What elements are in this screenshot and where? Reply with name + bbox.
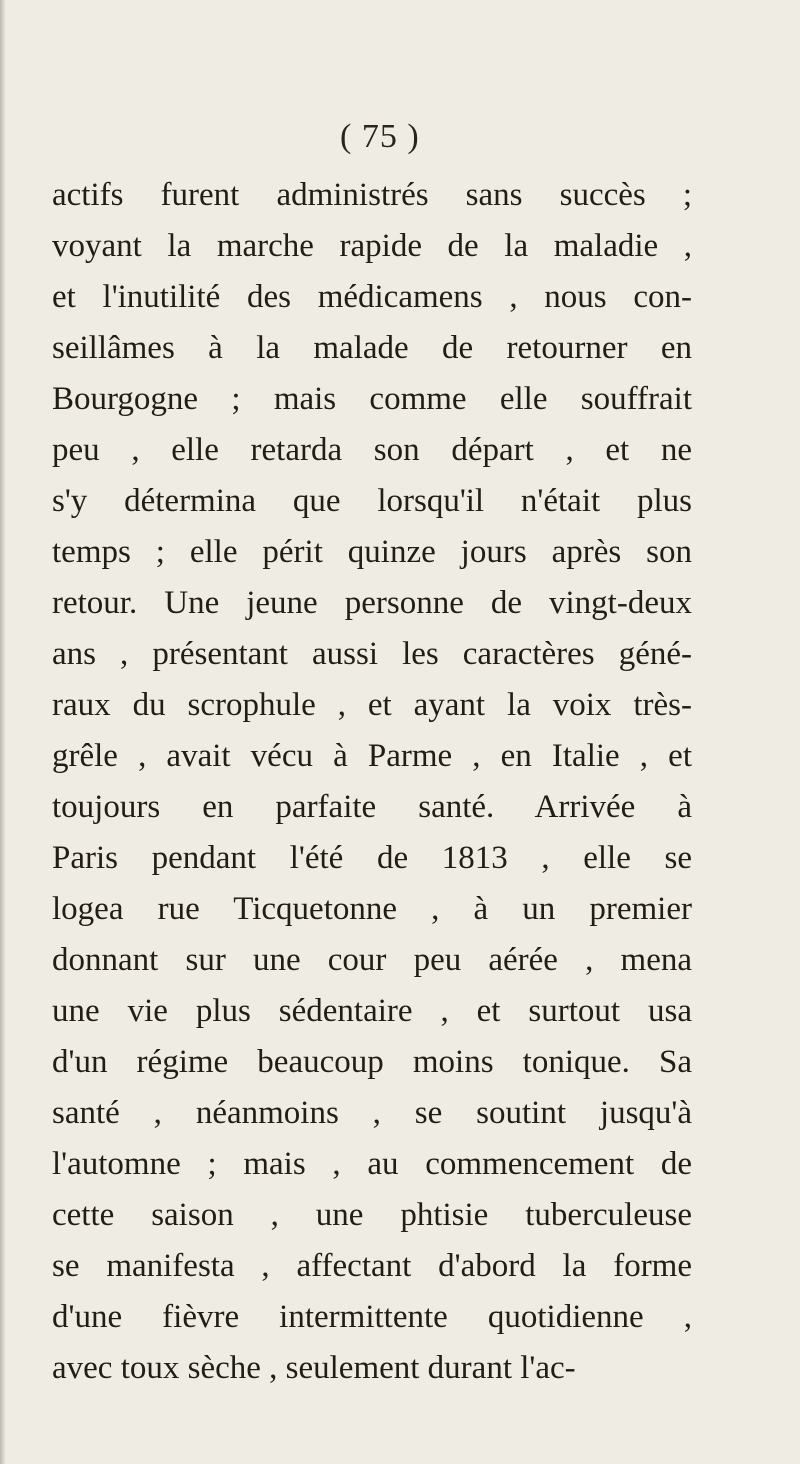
text-line: actifs furent administrés sans succès ;: [52, 177, 692, 213]
text-line: avec toux sèche , seulement durant l'ac-: [52, 1350, 576, 1386]
text-line: voyant la marche rapide de la maladie ,: [52, 228, 692, 264]
text-line: santé , néanmoins , se soutint jusqu'à: [52, 1095, 692, 1131]
body-text: [52, 170, 692, 1394]
text-line: l'automne ; mais , au commencement de: [52, 1146, 692, 1182]
text-line: d'un régime beaucoup moins tonique. Sa: [52, 1044, 692, 1080]
text-line: se manifesta , affectant d'abord la forme: [52, 1248, 692, 1284]
text-line: s'y détermina que lorsqu'il n'était plus: [52, 483, 692, 519]
text-line: Bourgogne ; mais comme elle souffrait: [52, 381, 692, 417]
text-line: seillâmes à la malade de retourner en: [52, 330, 692, 366]
text-line: d'une fièvre intermittente quotidienne ,: [52, 1299, 692, 1335]
text-line: toujours en parfaite santé. Arrivée à: [52, 789, 692, 825]
text-line: raux du scrophule , et ayant la voix très-: [52, 687, 692, 723]
text-line: peu , elle retarda son départ , et ne: [52, 432, 692, 468]
text-line: grêle , avait vécu à Parme , en Italie , et: [52, 738, 692, 774]
text-line: logea rue Ticquetonne , à un premier: [52, 891, 692, 927]
text-line: donnant sur une cour peu aérée , mena: [52, 942, 692, 978]
text-line: cette saison , une phtisie tuberculeuse: [52, 1197, 692, 1233]
text-line: et l'inutilité des médicamens , nous con-: [52, 279, 692, 315]
text-line: ans , présentant aussi les caractères géné-: [52, 636, 692, 672]
text-line: Paris pendant l'été de 1813 , elle se: [52, 840, 692, 876]
text-line: une vie plus sédentaire , et surtout usa: [52, 993, 692, 1029]
text-line: temps ; elle périt quinze jours après son: [52, 534, 692, 570]
page-gutter-shadow: [0, 0, 6, 1464]
text-line: retour. Une jeune personne de vingt-deux: [52, 585, 692, 621]
page-number: ( 75 ): [340, 118, 420, 155]
